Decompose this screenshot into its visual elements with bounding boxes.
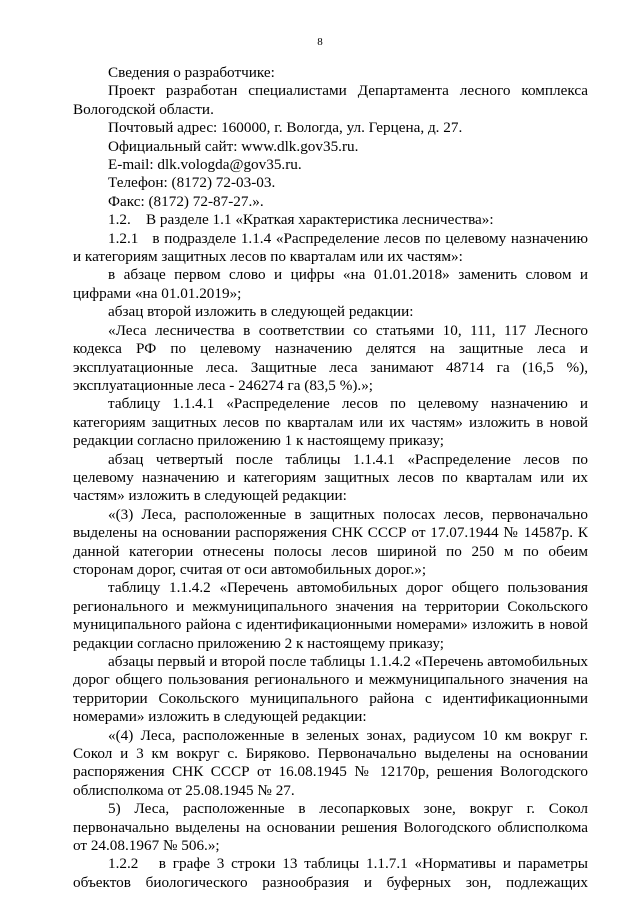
- paragraph-abzacy-1-2: абзацы первый и второй после таблицы 1.1.4.2 «Перечень автомобильных дорог общего пользования регионального и межмуниципального значения на территории Сокольского муниципального района с идентификационными номерами» изложить в следующей редакции:: [73, 653, 588, 726]
- paragraph-item-5: 5) Леса, расположенные в лесопарковых зоне, вокруг г. Сокол первоначально выделены на основании решения Вологодского облисполкома от 24.08.1967 № 506.»;: [73, 800, 588, 855]
- paragraph-abzac-2-intro: абзац второй изложить в следующей редакции:: [108, 303, 414, 321]
- paragraph-phone: Телефон: (8172) 72-03-03.: [108, 174, 276, 192]
- paragraph-fax: Факс: (8172) 72-87-27.».: [108, 192, 264, 210]
- paragraph-developer-heading: Сведения о разработчике:: [108, 64, 275, 81]
- paragraph-quote-4: «(4) Леса, расположенные в зеленых зонах, радиусом 10 км вокруг г. Сокол и 3 км вокруг с. Биряково. Первоначально выделены на основании распоряжения СНК СССР от 16.08.1945 № 12170р, решения Вологодского облисполкома от 25.08.1945 № 27.: [73, 726, 588, 799]
- paragraph-quote-forests: «Леса лесничества в соответствии со статьями 10, 111, 117 Лесного кодекса РФ по целевому назначению делятся на защитные леса и эксплуатационные леса. Защитные леса занимают 48714 га (16,5 %), эксплуатационные леса - 246274 га (83,5 %).»;: [73, 321, 588, 394]
- paragraph-table-1-1-4-1: таблицу 1.1.4.1 «Распределение лесов по целевому назначению и категориям защитных лесов по кварталам или их частям» изложить в новой редакции согласно приложению 1 к настоящему приказу;: [73, 395, 588, 450]
- paragraph-developer-info: Проект разработан специалистами Департамента лесного комплекса Вологодской области.: [73, 82, 588, 118]
- page-number: 8: [317, 36, 323, 48]
- paragraph-abzac-1: в абзаце первом слово и цифры «на 01.01.2018» заменить словом и цифрами «на 01.01.2019»;: [73, 266, 588, 302]
- document-body: [73, 64, 588, 892]
- paragraph-address: Почтовый адрес: 160000, г. Вологда, ул. Герцена, д. 27.: [108, 119, 463, 137]
- paragraph-section-1-2: 1.2. В разделе 1.1 «Краткая характеристика лесничества»:: [108, 211, 494, 229]
- paragraph-abzac-4: абзац четвертый после таблицы 1.1.4.1 «Распределение лесов по целевому назначению и категориям защитных лесов по кварталам или их частям» изложить в следующей редакции:: [73, 450, 588, 505]
- paragraph-email: E-mail: dlk.vologda@gov35.ru.: [108, 156, 302, 174]
- paragraph-table-1-1-4-2: таблицу 1.1.4.2 «Перечень автомобильных дорог общего пользования регионального и межмуниципального значения на территории Сокольского муниципального района с идентификационными номерами» изложить в новой редакции согласно приложению 2 к настоящему приказу;: [73, 579, 588, 652]
- paragraph-section-1-2-1: 1.2.1 в подразделе 1.1.4 «Распределение лесов по целевому назначению и категориям защитных лесов по кварталам или их частям»:: [73, 229, 588, 266]
- paragraph-section-1-2-2: 1.2.2 в графе 3 строки 13 таблицы 1.1.7.1 «Нормативы и параметры объектов биологического разнообразия и буферных зон, подлежащих: [73, 855, 588, 891]
- paragraph-quote-3: «(3) Леса, расположенные в защитных полосах лесов, первоначально выделены на основании распоряжения СНК СССР от 17.07.1944 № 14587р. К данной категории отнесены полосы лесов шириной по 250 м по обеим сторонам дорог, считая от оси автомобильных дорог.»;: [73, 505, 588, 578]
- paragraph-website: Официальный сайт: www.dlk.gov35.ru.: [108, 137, 359, 155]
